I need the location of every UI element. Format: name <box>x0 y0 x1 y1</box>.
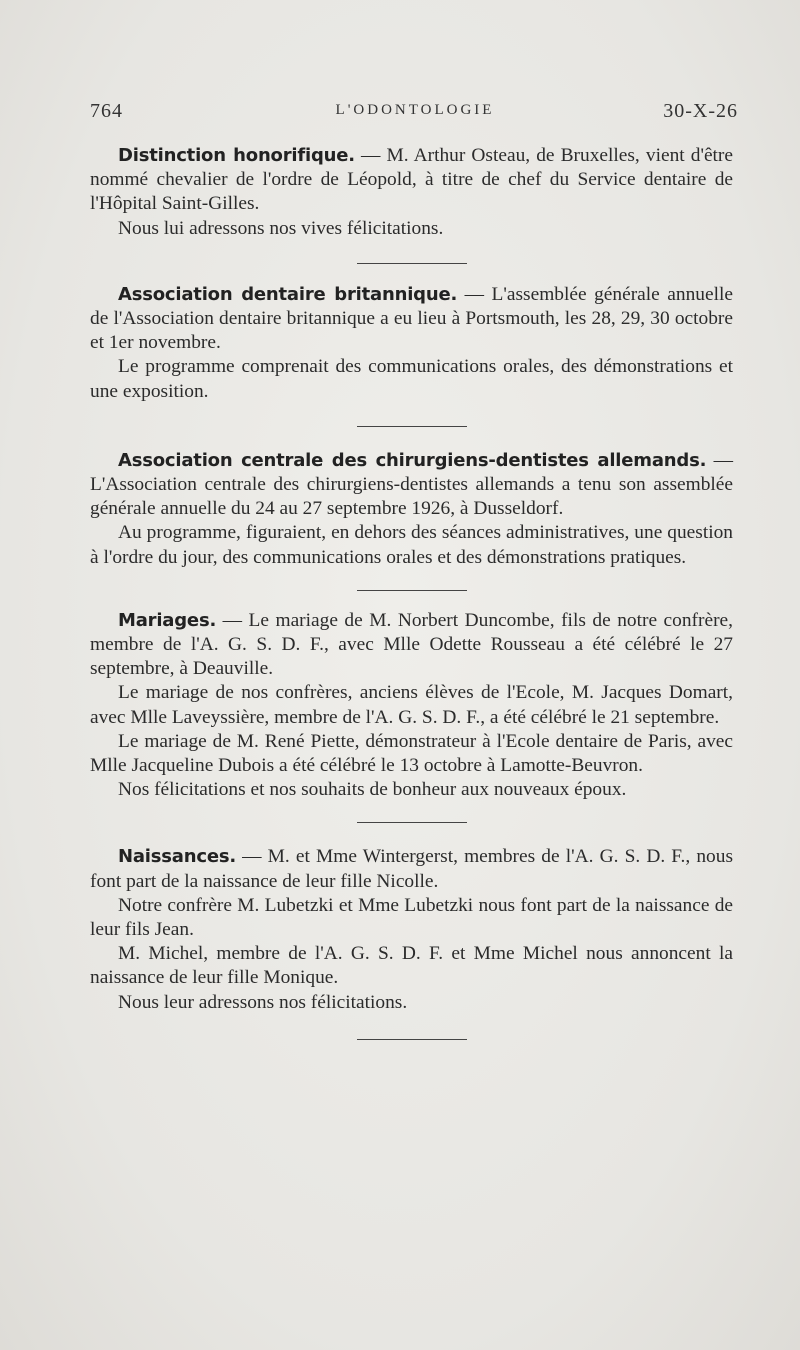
section-paragraph <box>90 845 733 893</box>
section-text: — L'Association centrale des chirurgiens-dentistes allemands a tenu son assemblée générale annuelle du 24 au 27 septembre 1926, à Dusseldorf. <box>90 449 733 520</box>
section-paragraph: Nos félicitations et nos souhaits de bonheur aux nouveaux époux. <box>118 779 627 801</box>
section-paragraph: Le mariage de M. René Piette, démonstrateur à l'Ecole dentaire de Paris, avec Mlle Jacqueline Dubois a été célébré le 13 octobre à Lamotte-Beuvron. <box>90 730 733 777</box>
section-text: — M. et Mme Wintergerst, membres de l'A. G. S. D. F., nous font part de la naissance de leur fille Nicolle. <box>90 846 733 892</box>
section-heading: Distinction honorifique. <box>118 145 355 166</box>
article-body <box>90 144 733 1040</box>
page-number: 764 <box>90 100 123 122</box>
section-heading: Association centrale des chirurgiens-dentistes allemands. <box>118 449 707 471</box>
section-paragraph: Le programme comprenait des communications orales, des démonstrations et une exposition. <box>90 356 733 402</box>
section-text: — M. Arthur Osteau, de Bruxelles, vient d'être nommé chevalier de l'ordre de Léopold, à titre de chef du Service dentaire de l'Hôpital Saint-Gilles. <box>90 145 733 215</box>
section-text: — L'assemblée générale annuelle de l'Association dentaire britannique a eu lieu à Portsmouth, les 28, 29, 30 octobre et 1er novembre. <box>90 283 733 354</box>
section-heading: Mariages. <box>118 609 217 631</box>
section-heading: Association dentaire britannique. <box>118 283 458 305</box>
section-paragraph: Le mariage de nos confrères, anciens élèves de l'Ecole, M. Jacques Domart, avec Mlle Laveyssière, membre de l'A. G. S. D. F., a été célébré le 21 septembre. <box>90 682 733 728</box>
section-paragraph <box>90 144 733 217</box>
section-mariages <box>90 609 733 803</box>
section-text: — Le mariage de M. Norbert Duncombe, fils de notre confrère, membre de l'A. G. S. D. F., avec Mlle Odette Rousseau a été célébré le 27 septembre, à Deauville. <box>90 609 733 680</box>
section-paragraph: Notre confrère M. Lubetzki et Mme Lubetzki nous font part de la naissance de leur fils Jean. <box>90 894 733 941</box>
section-association-allemande <box>90 449 733 570</box>
section-distinction <box>90 144 733 241</box>
section-paragraph: Au programme, figuraient, en dehors des séances administratives, une question à l'ordre du jour, des communications orales et des démonstrations pratiques. <box>90 522 733 568</box>
section-divider <box>357 1039 467 1040</box>
section-paragraph <box>90 449 733 522</box>
section-association-britannique <box>90 283 733 404</box>
journal-title: L'ODONTOLOGIE <box>335 102 495 118</box>
section-paragraph: M. Michel, membre de l'A. G. S. D. F. et Mme Michel nous annoncent la naissance de leur fille Monique. <box>90 943 733 989</box>
section-paragraph: Nous lui adressons nos vives félicitations. <box>118 217 444 239</box>
section-naissances <box>90 845 733 1014</box>
section-paragraph: Nous leur adressons nos félicitations. <box>118 991 408 1013</box>
running-header <box>90 100 740 130</box>
section-heading: Naissances. <box>118 846 236 868</box>
section-paragraph <box>90 609 733 682</box>
issue-date: 30-X-26 <box>663 100 738 122</box>
section-paragraph <box>90 283 733 356</box>
